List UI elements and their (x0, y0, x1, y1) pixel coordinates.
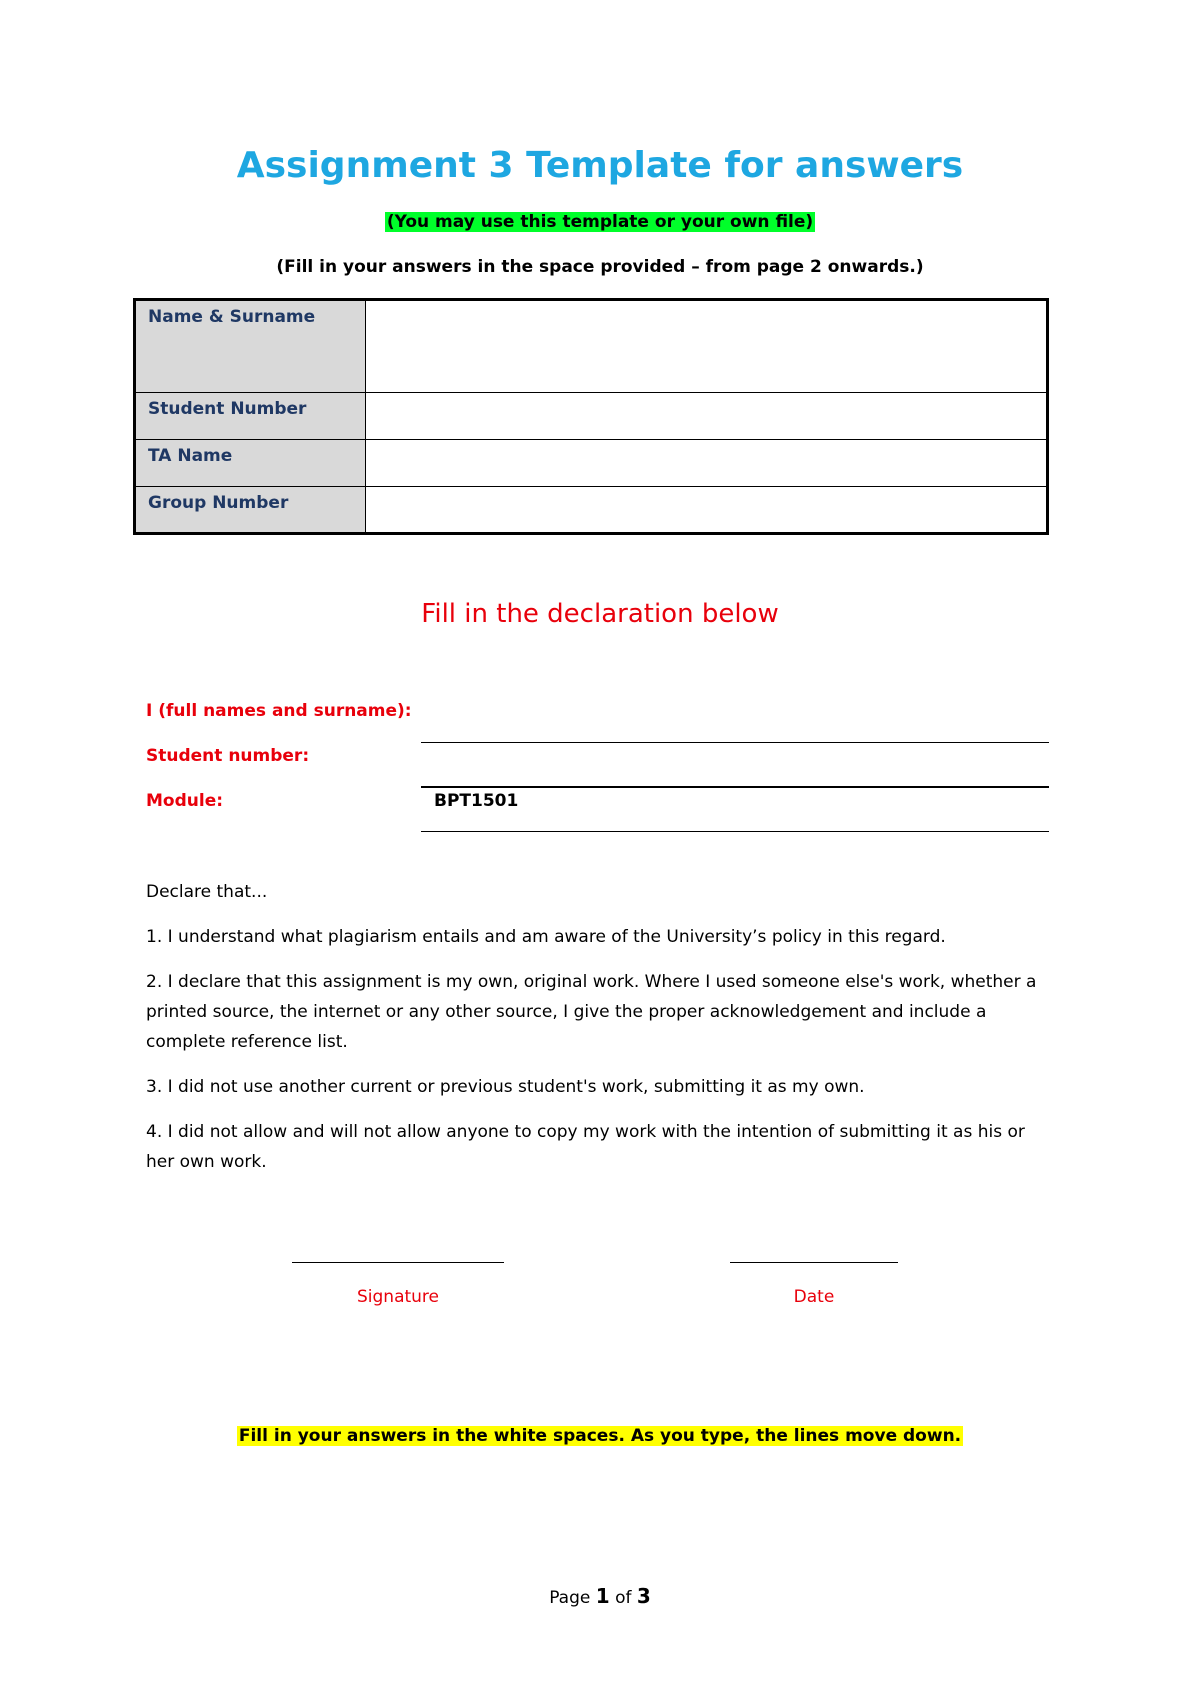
name-surname-cell[interactable] (366, 300, 1048, 393)
date-line[interactable] (730, 1262, 898, 1263)
table-row (135, 393, 1048, 440)
full-names-line[interactable] (421, 699, 1049, 743)
page-total: 3 (636, 1584, 651, 1608)
table-row (135, 300, 1048, 393)
student-number-input[interactable] (378, 399, 1038, 421)
declaration-heading: Fill in the declaration below (421, 599, 779, 629)
declaration-item-4: 4. I did not allow and will not allow anyone to copy my work with the intention of submitting it as his or her own work. (146, 1122, 1025, 1172)
ta-name-cell[interactable] (366, 440, 1048, 487)
module-label: Module: (146, 791, 224, 811)
declaration-item-2: 2. I declare that this assignment is my own, original work. Where I used someone else's work, whether a printed source, the internet or any other source, I give the proper acknowledgement and include a complete reference list. (146, 972, 1037, 1052)
student-info-table (133, 298, 1049, 535)
template-note (0, 209, 1200, 235)
page-indicator (0, 1583, 1200, 1611)
name-surname-input[interactable] (378, 307, 1038, 329)
fill-instruction: (Fill in your answers in the space provided – from page 2 onwards.) (276, 257, 924, 277)
page-of: of (609, 1588, 637, 1608)
student-number-label: Student Number (135, 393, 366, 440)
ta-name-input[interactable] (378, 446, 1038, 468)
signature-line[interactable] (292, 1262, 504, 1263)
student-number-decl-label: Student number: (146, 746, 310, 766)
name-surname-label: Name & Surname (135, 300, 366, 393)
answers-instruction-text: Fill in your answers in the white spaces. As you type, the lines move down. (238, 1426, 962, 1446)
signature-label: Signature (356, 1287, 439, 1307)
table-row (135, 487, 1048, 534)
student-number-cell[interactable] (366, 393, 1048, 440)
group-number-label: Group Number (135, 487, 366, 534)
declaration-item-1: 1. I understand what plagiarism entails and am aware of the University’s policy in this regard. (146, 927, 946, 947)
full-names-label: I (full names and surname): (146, 701, 412, 721)
ta-name-label: TA Name (135, 440, 366, 487)
declaration-item-3: 3. I did not use another current or previous student's work, submitting it as my own. (146, 1077, 865, 1097)
declare-intro: Declare that... (146, 882, 268, 902)
table-row (135, 440, 1048, 487)
module-line[interactable] (421, 788, 1049, 832)
group-number-input[interactable] (378, 493, 1038, 515)
page-prefix: Page (549, 1588, 596, 1608)
student-number-decl-line[interactable] (421, 743, 1049, 788)
template-note-text: (You may use this template or your own file) (386, 212, 814, 232)
group-number-cell[interactable] (366, 487, 1048, 534)
answers-instruction (0, 1423, 1200, 1449)
document-title: Assignment 3 Template for answers (236, 145, 964, 186)
page-current: 1 (595, 1584, 610, 1608)
module-value: BPT1501 (434, 791, 519, 811)
date-label: Date (793, 1287, 835, 1307)
